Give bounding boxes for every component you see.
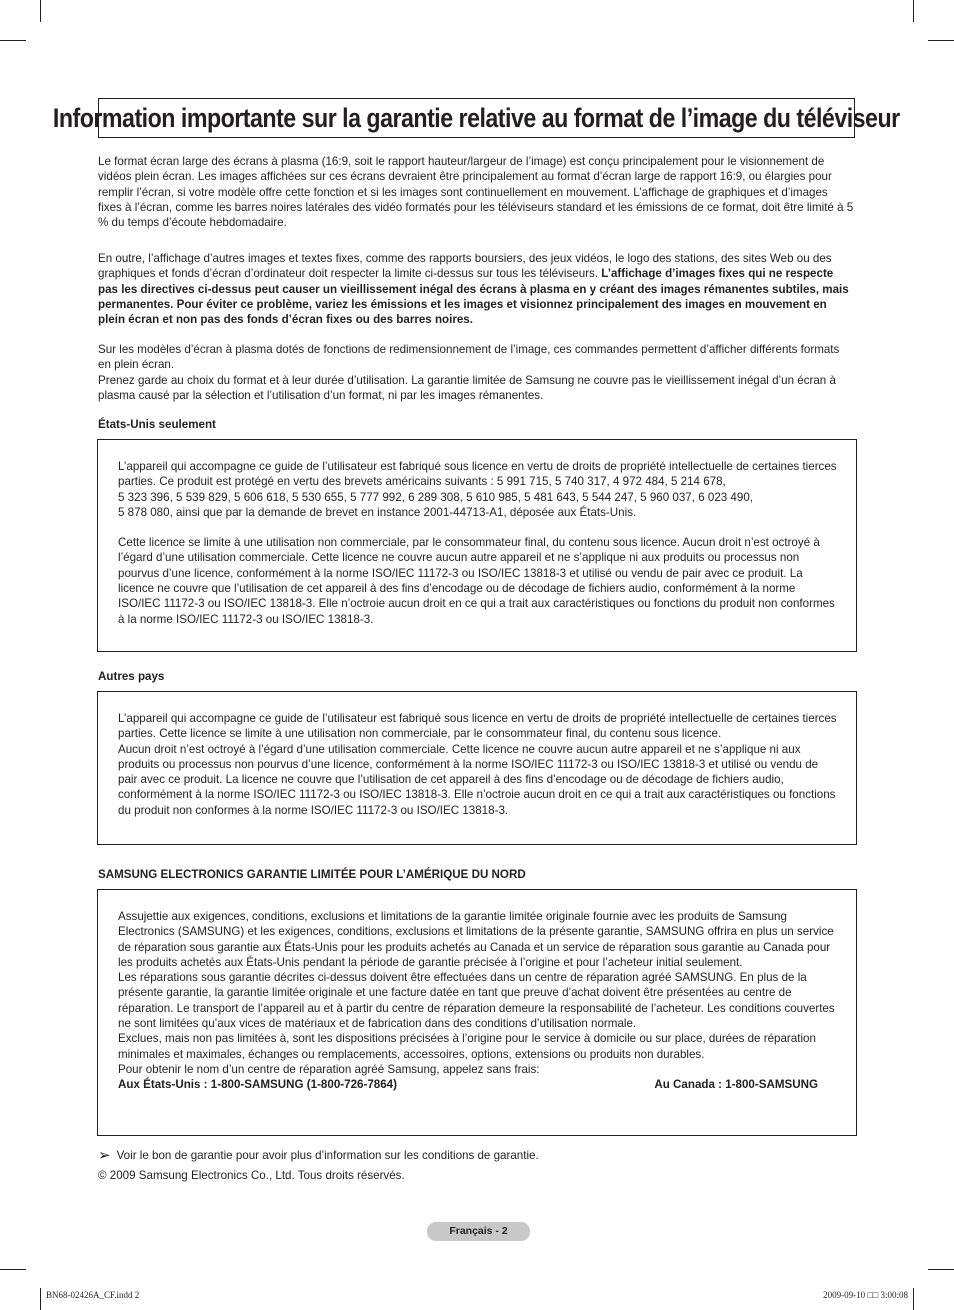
phone-canada: Au Canada : 1-800-SAMSUNG — [654, 1078, 818, 1092]
crop-mark — [0, 40, 26, 41]
warranty-note — [98, 1146, 539, 1164]
intro-paragraph-2 — [98, 251, 854, 327]
phone-usa: Aux États-Unis : 1-800-SAMSUNG (1-800-726-7864) — [118, 1078, 397, 1092]
copyright: © 2009 Samsung Electronics Co., Ltd. Tous droits réservés. — [98, 1169, 405, 1182]
warranty-text-3: Exclues, mais non pas limitées à, sont les dispositions précisées à l’origine pour le service à domicile ou sur place, durées de réparation minimales et maximales, échanges ou remplacements, accessoires, options, extensions ou produits non durables. — [118, 1032, 816, 1061]
usa-license-text-b: 5 323 396, 5 539 829, 5 606 618, 5 530 655, 5 777 992, 6 289 308, 5 610 985, 5 481 643, 5 544 247, 5 960 037, 6 023 490, — [118, 490, 753, 504]
other-countries-heading: Autres pays — [98, 670, 165, 683]
warranty-box — [97, 889, 857, 1136]
usa-license-box — [97, 439, 857, 652]
intro-paragraph-2-bold: L’affichage d’images fixes qui ne respecte pas les directives ci-dessus peut causer un vieillissement inégal des écrans à plasma en y créant des images rémanentes subtiles, mais permanentes. Pour éviter ce problème, variez les émissions et les images et visionnez principalement des images en mouvement en plein écran et non pas des fonds d’écran fixes ou des barres noires. — [98, 267, 849, 327]
intro-paragraph-3a: Sur les modèles d’écran à plasma dotés de fonctions de redimensionnement de l’image, ces commandes permettent d’afficher différents formats en plein écran. — [98, 343, 840, 372]
other-license-box — [97, 691, 857, 845]
warranty-heading: SAMSUNG ELECTRONICS GARANTIE LIMITÉE POUR L’AMÉRIQUE DU NORD — [98, 868, 526, 881]
crop-mark — [928, 1269, 954, 1270]
other-license-text-1: L’appareil qui accompagne ce guide de l’utilisateur est fabriqué sous licence en vertu de droits de propriété intellectuelle de certaines tierces parties. Cette licence se limite à une utilisation non commerciale, par le consommateur final, du contenu sous licence. — [118, 712, 837, 741]
usa-license-text-c: 5 878 080, ainsi que par la demande de brevet en instance 2001-44713-A1, déposée aux États-Unis. — [118, 505, 637, 519]
footer-file-name: BN68-02426A_CF.indd 2 — [46, 1290, 140, 1300]
other-license-text-2: Aucun droit n’est octroyé à l’égard d’une utilisation commerciale. Cette licence ne couvre aucun autre appareil et ne s’applique ni aux produits ou processus non pourvus d’une licence, conformément à la norme ISO/IEC 11172-3 ou ISO/IEC 13818-3 et utilisé ou vendu de pair avec ce produit. La licence ne couvre que l’utilisation de cet appareil à des fins d’encodage ou de décodage de fichiers audio, conformément à la norme ISO/IEC 11172-3 ou ISO/IEC 13818-3. Elle n’octroie aucun droit en ce qui a trait aux caractéristiques ou fonctions du produit non conformes à la norme ISO/IEC 11172-3 ou ISO/IEC 13818-3. — [118, 742, 836, 817]
warranty-note-text: Voir le bon de garantie pour avoir plus d’information sur les conditions de garantie. — [116, 1148, 539, 1162]
arrow-icon: ➢ — [98, 1147, 111, 1164]
usa-heading: États-Unis seulement — [98, 418, 216, 431]
usa-license-text-2: Cette licence se limite à une utilisation non commerciale, par le consommateur final, du contenu sous licence. Aucun droit n’est octroyé à l’égard d’une utilisation commerciale. Cette licence ne couvre aucun autre appareil et ne s’applique ni aux produits ou processus non pourvus d’une licence, conformément à la norme ISO/IEC 11172-3 ou ISO/IEC 13818-3 et utilisé ou vendu de pair avec ce produit. La licence ne couvre que l’utilisation de cet appareil à des fins d’encodage ou de décodage de fichiers audio, conformément à la norme ISO/IEC 11172-3 ou ISO/IEC 13818-3. Elle n’octroie aucun droit en ce qui a trait aux caractéristiques ou fonctions du produit non conformes à la norme ISO/IEC 11172-3 ou ISO/IEC 13818-3. — [118, 536, 835, 626]
intro-paragraph-1: Le format écran large des écrans à plasma (16:9, soit le rapport hauteur/largeur de l’image) est conçu principalement pour le visionnement de vidéos plein écran. Les images affichées sur ces écrans devraient être principalement au format d’écran large de rapport 16:9, ou élargies pour remplir l’écran, si votre modèle offre cette fonction et si les images sont continuellement en mouvement. L’affichage de graphiques et d’images fixes à l’écran, comme les barres noires latérales des vidéo formatés pour les téléviseurs standard et les émissions de ce format, doit être limité à 5 % du temps d’écoute hebdomadaire. — [98, 155, 854, 230]
crop-mark — [40, 0, 41, 22]
crop-mark — [913, 0, 914, 22]
intro-paragraph-2-normal: En outre, l’affichage d’autres images et textes fixes, comme des rapports boursiers, des jeux vidéos, le logo des stations, des sites Web ou des graphiques et fonds d’écran d’ordinateur doit respecter la limite ci-dessus sur tous les téléviseurs. — [98, 252, 832, 281]
crop-mark — [0, 1269, 26, 1270]
warranty-text-2: Les réparations sous garantie décrites ci-dessus doivent être effectuées dans un centre de réparation agréé SAMSUNG. En plus de la présente garantie, la garantie limitée originale et une facture datée en tant que preuve d’achat doivent être présentées au centre de réparation. Le transport de l’appareil au et à partir du centre de réparation demeure la responsabilité de l’acheteur. Les conditions couvertes ne sont limitées qu’aux vices de matériaux et de fabrication dans des conditions d’utilisation normale. — [118, 971, 835, 1031]
intro-paragraph-3b: Prenez garde au choix du format et à leur durée d’utilisation. La garantie limitée de Samsung ne couvre pas le vieillissement inégal d’un écran à plasma causé par la sélection et l’utilisation d’un format, ni par les images rémanentes. — [98, 374, 836, 403]
crop-mark — [928, 40, 954, 41]
page-title-box — [53, 98, 900, 138]
warranty-text-4: Pour obtenir le nom d’un centre de réparation agréé Samsung, appelez sans frais: — [118, 1062, 540, 1076]
page-title: Information importante sur la garantie relative au format de l’image du téléviseur — [53, 102, 900, 133]
usa-license-text-a: L’appareil qui accompagne ce guide de l’utilisateur est fabriqué sous licence en vertu de droits de propriété intellectuelle de certaines tierces parties. Ce produit est protégé en vertu des brevets américains suivants : 5 991 715, 5 740 317, 4 972 484, 5 214 678, — [118, 460, 837, 489]
phone-row — [118, 1077, 818, 1092]
crop-mark — [913, 1288, 914, 1310]
footer-timestamp: 2009-09-10 □□ 3:00:08 — [823, 1290, 908, 1300]
page-number-badge: Français - 2 — [427, 1222, 530, 1241]
warranty-text-1: Assujettie aux exigences, conditions, exclusions et limitations de la garantie limitée originale fournie avec les produits de Samsung Electronics (SAMSUNG) et les exigences, conditions, exclusions et limitations de la présente garantie, SAMSUNG offrira en plus un service de réparation sous garantie aux États-Unis pour les produits achetés au Canada et un service de réparation sous garantie au Canada pour les produits achetés aux États-Unis pendant la période de garantie précisée à l’origine et pour l’acheteur initial seulement. — [118, 910, 834, 969]
crop-mark — [40, 1288, 41, 1310]
